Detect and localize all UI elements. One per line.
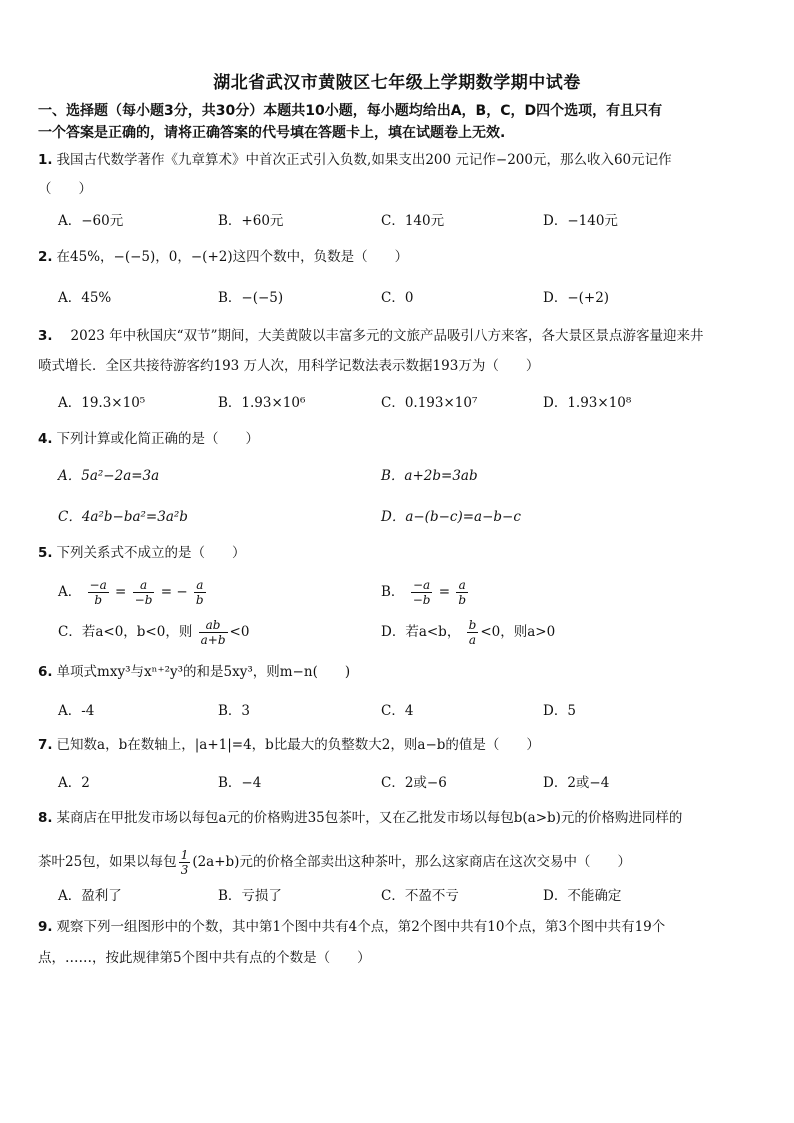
q1-option-d: D．−140元 — [543, 213, 618, 229]
question-number: 3. — [38, 328, 53, 344]
question-3-line2: 喷式增长．全区共接待游客约193 万人次，用科学记数法表示数据193万为（ ） — [38, 358, 540, 374]
question-1-text: 我国古代数学著作《九章算术》中首次正式引入负数,如果支出200 元记作−200元，那么收入60元记作 — [56, 152, 672, 168]
question-8-line1 — [38, 808, 762, 828]
question-4 — [38, 429, 762, 449]
fraction: $\frac{b}{a}$ — [468, 618, 477, 647]
q4-option-d: D．a−(b−c)=a−b−c — [381, 509, 521, 525]
q3-option-c: C．0.193×10⁷ — [381, 395, 478, 411]
fraction: $\frac{-a}{-b}$ — [412, 578, 431, 607]
page-title: 湖北省武汉市黄陂区七年级上学期数学期中试卷 — [213, 73, 581, 93]
q5-option-c — [58, 618, 249, 647]
q3-option-b: B．1.93×10⁶ — [218, 395, 306, 411]
q4-option-b: B．a+2b=3ab — [381, 468, 478, 484]
q5-option-a-label: A． — [58, 584, 82, 600]
q1-option-c: C．140元 — [381, 213, 445, 229]
question-2-text: 在45%，−(−5)，0，−(+2)这四个数中，负数是（ ） — [56, 249, 409, 265]
q4-option-a: A．5a²−2a=3a — [58, 468, 160, 484]
q8-option-b: B．亏损了 — [218, 888, 282, 904]
question-8-line2 — [38, 848, 762, 877]
fraction: $\frac{-a}{b}$ — [89, 578, 107, 607]
question-4-text: 下列计算或化简正确的是（ ） — [56, 431, 260, 447]
q7-option-b: B．−4 — [218, 775, 262, 791]
question-3-text: 2023 年中秋国庆“双节”期间，大美黄陂以丰富多元的文旅产品吸引八方来客，各大景区景点游客量迎来井 — [70, 328, 704, 344]
q2-option-c: C．0 — [381, 290, 414, 306]
q6-option-c: C．4 — [381, 703, 414, 719]
question-7 — [38, 735, 762, 755]
q8-option-d: D．不能确定 — [543, 888, 622, 904]
question-number: 1. — [38, 152, 53, 168]
q1-option-a: A．−60元 — [58, 213, 124, 229]
question-1-line2: （ ） — [38, 181, 92, 197]
question-6 — [38, 662, 762, 682]
question-7-text: 已知数a，b在数轴上，|a+1|=4，b比最大的负整数大2，则a−b的值是（ ） — [56, 737, 540, 753]
question-5 — [38, 543, 762, 563]
q3-option-a: A．19.3×10⁵ — [58, 395, 146, 411]
q6-option-a: A．-4 — [58, 703, 95, 719]
q2-option-b: B．−(−5) — [218, 290, 284, 306]
q6-option-d: D．5 — [543, 703, 576, 719]
q4-option-c: C．4a²b−ba²=3a²b — [58, 509, 188, 525]
question-number: 7. — [38, 737, 53, 753]
q8-option-a: A．盈利了 — [58, 888, 122, 904]
q2-option-d: D．−(+2) — [543, 290, 610, 306]
q5-option-c-text: C．若a<0，b<0，则 — [58, 624, 193, 640]
question-number: 9. — [38, 919, 53, 935]
question-3-line1 — [38, 326, 762, 346]
question-2 — [38, 247, 762, 267]
question-1-line1 — [38, 150, 762, 170]
question-number: 4. — [38, 431, 53, 447]
q5-option-b: B． $\frac{-a}{-b}$ = $\frac{a}{b}$ — [381, 578, 467, 607]
q1-option-b: B．+60元 — [218, 213, 284, 229]
fraction: $\frac{1}{3}$ — [180, 848, 189, 877]
fraction: $\frac{a}{b}$ — [195, 578, 204, 607]
section-header-line2: 一个答案是正确的，请将正确答案的代号填在答题卡上，填在试题卷上无效. — [38, 125, 506, 141]
fraction: $\frac{a}{b}$ — [458, 578, 467, 607]
q3-option-d: D．1.93×10⁸ — [543, 395, 632, 411]
question-9-text: 观察下列一组图形中的个数，其中第1个图中共有4个点，第2个图中共有10个点，第3个图中共有19个 — [56, 919, 666, 935]
question-9-line2: 点，……，按此规律第5个图中共有点的个数是（ ） — [38, 950, 371, 966]
q8-option-c: C．不盈不亏 — [381, 888, 459, 904]
q5-option-b-label: B． — [381, 584, 405, 600]
question-number: 2. — [38, 249, 53, 265]
question-number: 5. — [38, 545, 53, 561]
q5-option-c-tail: <0 — [229, 624, 250, 640]
question-8-text: 某商店在甲批发市场以每包a元的价格购进35包茶叶，又在乙批发市场以每包b(a>b)元的价格购进同样的 — [56, 810, 683, 826]
q7-option-a: A．2 — [58, 775, 90, 791]
question-6-text: 单项式mxy³与xⁿ⁺²y³的和是5xy³，则m−n( ) — [56, 664, 351, 680]
q7-option-d: D．2或−4 — [543, 775, 610, 791]
q5-option-d-text: D．若a<b， — [381, 624, 461, 640]
question-number: 8. — [38, 810, 53, 826]
q5-option-d — [381, 618, 555, 647]
q5-option-d-tail: <0，则a>0 — [480, 624, 556, 640]
question-number: 6. — [38, 664, 53, 680]
fraction: $\frac{ab}{a+b}$ — [200, 618, 226, 647]
question-8-text-b: (2a+b)元的价格全部卖出这种茶叶，那么这家商店在这次交易中（ ） — [192, 854, 631, 870]
section-header-line1: 一、选择题（每小题3分，共30分）本题共10小题，每小题均给出A，B，C，D四个选项，有且只有 — [38, 103, 663, 119]
question-8-text-a: 茶叶25包，如果以每包 — [38, 854, 177, 870]
q7-option-c: C．2或−6 — [381, 775, 447, 791]
question-9-line1 — [38, 917, 762, 937]
fraction: $\frac{a}{-b}$ — [134, 578, 153, 607]
question-5-text: 下列关系式不成立的是（ ） — [56, 545, 246, 561]
q5-option-a: A． $\frac{-a}{b}$ = $\frac{a}{-b}$ = − $\frac{a}{b}$ — [58, 578, 204, 607]
q6-option-b: B．3 — [218, 703, 251, 719]
q2-option-a: A．45% — [58, 290, 112, 306]
